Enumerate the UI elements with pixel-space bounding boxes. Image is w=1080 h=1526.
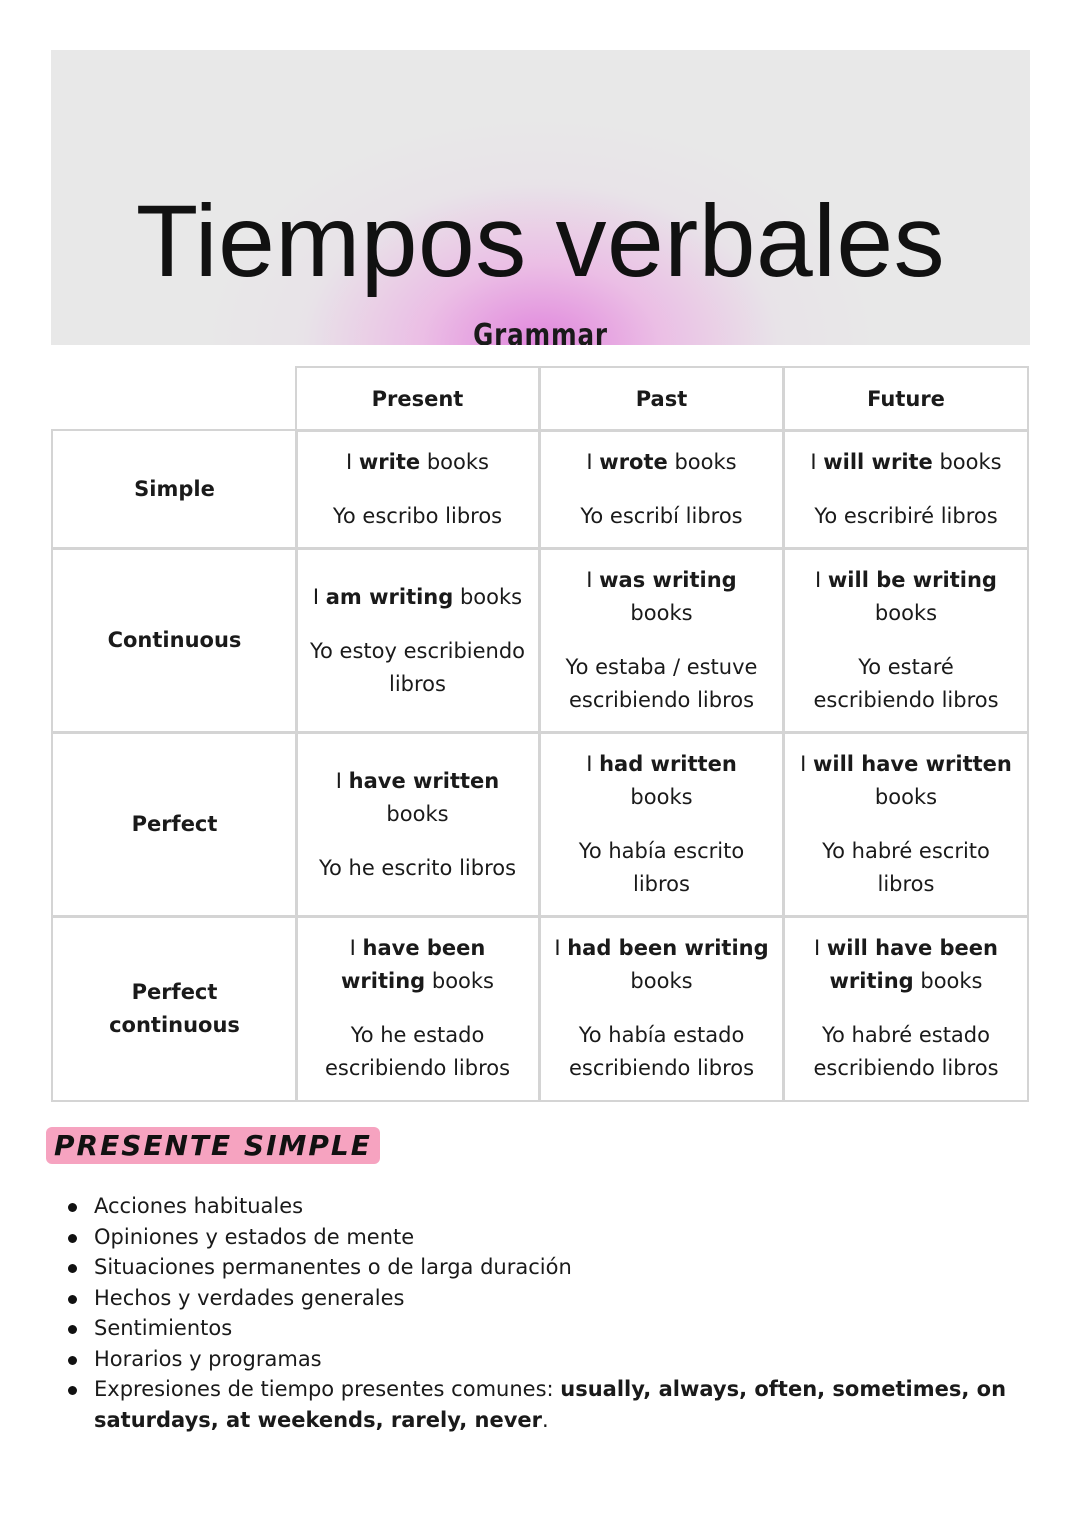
table-cell (295, 547, 540, 734)
table-cell (539, 547, 784, 734)
english-example: I will have been writing books (813, 936, 998, 993)
english-example: I have been writing books (341, 936, 494, 993)
table-cell (295, 429, 540, 550)
column-header-past: Past (539, 366, 784, 432)
spanish-translation: Yo escribí libros (580, 504, 743, 528)
column-header-present: Present (295, 366, 540, 432)
row-label-perfect-continuous: Perfect continuous (51, 915, 298, 1102)
verb-tense-table (51, 366, 1029, 1102)
table-cell (783, 429, 1029, 550)
usage-list (60, 1191, 1020, 1435)
row-label-simple: Simple (51, 429, 298, 550)
english-example: I had been writing books (554, 936, 769, 993)
spanish-translation: Yo escribo libros (332, 504, 503, 528)
spanish-translation: Yo habré estado escribiendo libros (813, 1023, 999, 1080)
table-cell (783, 731, 1029, 918)
spanish-translation: Yo escribiré libros (814, 504, 998, 528)
page-subtitle: Grammar (473, 318, 608, 345)
english-example: I will be writing books (815, 568, 997, 625)
table-cell (539, 429, 784, 550)
english-example: I was writing books (586, 568, 737, 625)
english-example: I had written books (586, 752, 737, 809)
table-cell (783, 915, 1029, 1102)
row-label-continuous: Continuous (51, 547, 298, 734)
english-example: I write books (346, 450, 489, 474)
table-cell (295, 731, 540, 918)
table-cell (783, 547, 1029, 734)
list-item: Hechos y verdades generales (60, 1283, 1020, 1314)
page-title: Tiempos verbales (135, 184, 946, 298)
spanish-translation: Yo estoy escribiendo libros (309, 638, 526, 696)
list-item: Situaciones permanentes o de larga duración (60, 1252, 1020, 1283)
english-example: I have written books (335, 768, 500, 826)
spanish-translation: Yo había estado escribiendo libros (568, 1023, 755, 1080)
row-label-perfect: Perfect (51, 731, 298, 918)
spanish-translation: Yo he escrito libros (318, 855, 517, 880)
spanish-translation: Yo habré escrito libros (822, 839, 990, 896)
list-item: Sentimientos (60, 1313, 1020, 1344)
list-item-time-expressions: Expresiones de tiempo presentes comunes: usually, always, often, sometimes, on saturdays, at weekends, rarely, never. (60, 1374, 1020, 1435)
table-cell (539, 915, 784, 1102)
list-item: Horarios y programas (60, 1344, 1020, 1375)
column-header-future: Future (783, 366, 1029, 432)
english-example: I am writing books (312, 584, 523, 609)
english-example: I will have written books (800, 752, 1012, 809)
spanish-translation: Yo estaba / estuve escribiendo libros (565, 655, 758, 712)
english-example: I wrote books (586, 450, 737, 474)
spanish-translation: Yo estaré escribiendo libros (813, 655, 999, 712)
title-banner (51, 50, 1030, 345)
table-cell (539, 731, 784, 918)
spanish-translation: Yo había escrito libros (578, 839, 745, 896)
table-cell (295, 915, 540, 1102)
list-item: Acciones habituales (60, 1191, 1020, 1222)
spanish-translation: Yo he estado escribiendo libros (324, 1023, 511, 1080)
english-example: I will write books (810, 450, 1002, 474)
list-item: Opiniones y estados de mente (60, 1222, 1020, 1253)
section-heading-presente-simple: PRESENTE SIMPLE (46, 1127, 380, 1164)
